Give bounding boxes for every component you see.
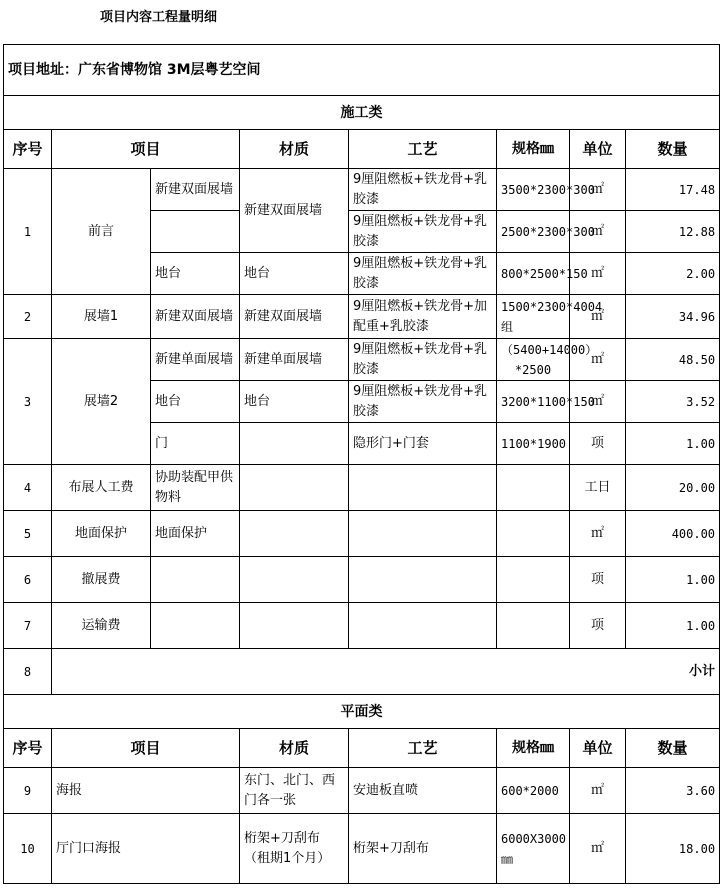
- document-title: 项目内容工程量明细: [100, 10, 218, 25]
- row-process: 9厘阻燃板+铁龙骨+乳胶漆: [349, 253, 497, 295]
- row-spec: 3500*2300*300: [497, 169, 570, 211]
- row-subitem: 门: [151, 423, 240, 465]
- row-process: 9厘阻燃板+铁龙骨+乳胶漆: [349, 211, 497, 253]
- row-unit: 项: [570, 423, 626, 465]
- quantity-table: [3, 44, 720, 884]
- row-subitem: 新建双面展墙: [151, 295, 240, 339]
- header-process: 工艺: [349, 729, 497, 768]
- row-subitem: [151, 211, 240, 253]
- row-item: 撤展费: [52, 557, 151, 603]
- header-unit: 单位: [570, 130, 626, 169]
- header-spec: 规格㎜: [497, 130, 570, 169]
- row-process: 9厘阻燃板+铁龙骨+乳胶漆: [349, 169, 497, 211]
- row-material: [240, 603, 349, 649]
- row-process: [349, 511, 497, 557]
- table-row: [4, 465, 720, 511]
- row-spec: 3200*1100*150: [497, 381, 570, 423]
- row-qty: 3.52: [626, 381, 720, 423]
- header-spec: 规格㎜: [497, 729, 570, 768]
- row-material: [240, 465, 349, 511]
- row-material: [240, 511, 349, 557]
- section-construction: 施工类: [4, 96, 720, 130]
- row-unit: 项: [570, 557, 626, 603]
- row-no: 3: [4, 339, 52, 465]
- table-row: [4, 603, 720, 649]
- row-unit: 工日: [570, 465, 626, 511]
- header-unit: 单位: [570, 729, 626, 768]
- row-process: 桁架+刀刮布: [349, 814, 497, 884]
- row-unit: ㎡: [570, 169, 626, 211]
- row-subitem: 地面保护: [151, 511, 240, 557]
- row-subitem: 地台: [151, 381, 240, 423]
- row-subitem: 协助装配甲供物料: [151, 465, 240, 511]
- row-qty: 18.00: [626, 814, 720, 884]
- header-material: 材质: [240, 130, 349, 169]
- row-qty: 20.00: [626, 465, 720, 511]
- row-qty: 1.00: [626, 423, 720, 465]
- row-process: 隐形门+门套: [349, 423, 497, 465]
- header-qty: 数量: [626, 729, 720, 768]
- row-spec: [497, 511, 570, 557]
- row-material: 新建双面展墙: [240, 295, 349, 339]
- row-no: 5: [4, 511, 52, 557]
- row-spec: [497, 465, 570, 511]
- row-unit: 项: [570, 603, 626, 649]
- row-no: 4: [4, 465, 52, 511]
- row-qty: 12.88: [626, 211, 720, 253]
- row-spec: 1100*1900: [497, 423, 570, 465]
- row-item: 展墙2: [52, 339, 151, 465]
- row-item: 海报: [52, 768, 240, 814]
- row-subitem: 新建单面展墙: [151, 339, 240, 381]
- row-qty: 2.00: [626, 253, 720, 295]
- row-unit: ㎡: [570, 339, 626, 381]
- section-row-construction: [4, 96, 720, 130]
- row-unit: ㎡: [570, 381, 626, 423]
- table-row: [4, 339, 720, 381]
- row-process: [349, 557, 497, 603]
- table-row: [4, 169, 720, 211]
- row-item: 地面保护: [52, 511, 151, 557]
- row-unit: ㎡: [570, 511, 626, 557]
- row-no: 10: [4, 814, 52, 884]
- row-subitem: 新建双面展墙: [151, 169, 240, 211]
- row-process: [349, 603, 497, 649]
- row-spec: 800*2500*150: [497, 253, 570, 295]
- table-row: [4, 295, 720, 339]
- row-qty: 34.96: [626, 295, 720, 339]
- row-unit: ㎡: [570, 814, 626, 884]
- row-qty: 1.00: [626, 603, 720, 649]
- project-address: 项目地址：广东省博物馆 3M层粤艺空间: [4, 45, 720, 96]
- row-subitem: [151, 603, 240, 649]
- table-row: [4, 511, 720, 557]
- row-item: 布展人工费: [52, 465, 151, 511]
- address-row: [4, 45, 720, 96]
- header-no: 序号: [4, 729, 52, 768]
- row-subitem: [151, 557, 240, 603]
- table-row: [4, 768, 720, 814]
- row-qty: 48.50: [626, 339, 720, 381]
- header-process: 工艺: [349, 130, 497, 169]
- header-no: 序号: [4, 130, 52, 169]
- table-row: [4, 814, 720, 884]
- row-unit: ㎡: [570, 211, 626, 253]
- row-unit: ㎡: [570, 295, 626, 339]
- header-item: 项目: [52, 729, 240, 768]
- section-graphic: 平面类: [4, 695, 720, 729]
- row-material: 桁架+刀刮布（租期1个月）: [240, 814, 349, 884]
- row-qty: 1.00: [626, 557, 720, 603]
- row-process: 9厘阻燃板+铁龙骨+乳胶漆: [349, 339, 497, 381]
- row-item: 厅门口海报: [52, 814, 240, 884]
- row-item: 运输费: [52, 603, 151, 649]
- row-no: 1: [4, 169, 52, 295]
- row-material: 东门、北门、西门各一张: [240, 768, 349, 814]
- row-spec: 1500*2300*4004组: [497, 295, 570, 339]
- header-qty: 数量: [626, 130, 720, 169]
- row-spec: [497, 603, 570, 649]
- row-qty: 3.60: [626, 768, 720, 814]
- row-no: 6: [4, 557, 52, 603]
- row-material: [240, 557, 349, 603]
- row-process: 安迪板直喷: [349, 768, 497, 814]
- subtotal-label: 小计: [52, 649, 720, 695]
- row-item: 前言: [52, 169, 151, 295]
- table-row: [4, 557, 720, 603]
- row-no: 7: [4, 603, 52, 649]
- row-process: 9厘阻燃板+铁龙骨+乳胶漆: [349, 381, 497, 423]
- header-item: 项目: [52, 130, 240, 169]
- row-material: 新建双面展墙: [240, 169, 349, 253]
- row-material: 地台: [240, 253, 349, 295]
- row-qty: 400.00: [626, 511, 720, 557]
- row-spec: [497, 557, 570, 603]
- header-material: 材质: [240, 729, 349, 768]
- header-row-graphic: [4, 729, 720, 768]
- row-spec: 600*2000: [497, 768, 570, 814]
- row-unit: ㎡: [570, 768, 626, 814]
- row-no: 2: [4, 295, 52, 339]
- section-row-graphic: [4, 695, 720, 729]
- header-row: [4, 130, 720, 169]
- row-no: 9: [4, 768, 52, 814]
- row-item: 展墙1: [52, 295, 151, 339]
- row-qty: 17.48: [626, 169, 720, 211]
- row-spec: （5400+14000）*2500: [497, 339, 570, 381]
- subtotal-row: [4, 649, 720, 695]
- row-material: 新建单面展墙: [240, 339, 349, 381]
- row-material: 地台: [240, 381, 349, 423]
- row-spec: 2500*2300*300: [497, 211, 570, 253]
- row-spec: 6000X3000㎜: [497, 814, 570, 884]
- row-process: [349, 465, 497, 511]
- row-subitem: 地台: [151, 253, 240, 295]
- row-no: 8: [4, 649, 52, 695]
- row-unit: ㎡: [570, 253, 626, 295]
- row-process: 9厘阻燃板+铁龙骨+加配重+乳胶漆: [349, 295, 497, 339]
- row-material: [240, 423, 349, 465]
